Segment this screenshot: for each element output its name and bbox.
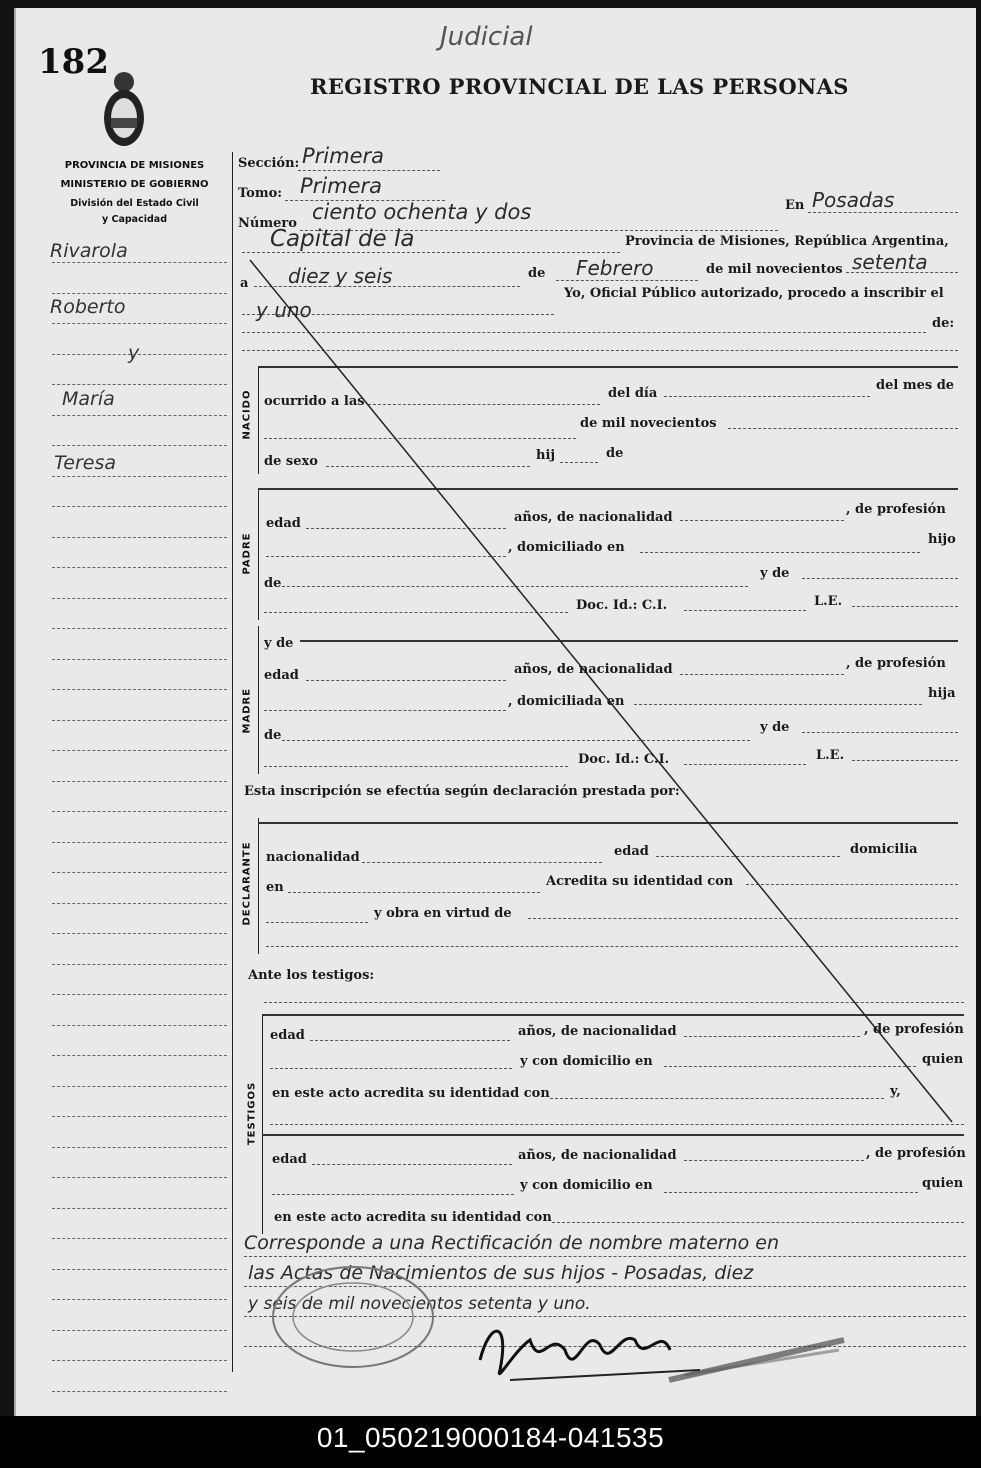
testigo2-edad-label: edad: [272, 1152, 307, 1167]
a-label: a: [240, 276, 249, 291]
padre-edad-label: edad: [266, 516, 301, 531]
note-line-1: [244, 1256, 966, 1257]
seccion-value: Primera: [302, 144, 385, 168]
testigo2-top-rule: [262, 1134, 964, 1136]
seccion-label: Sección:: [238, 156, 300, 171]
margin-ruled-line: [52, 354, 227, 355]
margin-ruled-line: [52, 1055, 227, 1056]
top-annotation: Judicial: [440, 22, 533, 52]
margin-name-first: Roberto: [50, 296, 126, 318]
note-line-text-2: las Actas de Nacimientos de sus hijos - Posadas, diez: [248, 1262, 754, 1284]
padre-domiciliado-label: , domiciliado en: [508, 540, 625, 555]
declaracion-text: Esta inscripción se efectúa según declaración prestada por:: [244, 784, 680, 799]
margin-ruled-line: [52, 598, 227, 599]
margin-ruled-line: [52, 262, 227, 263]
margin-ruled-line: [52, 293, 227, 294]
padre-profesion-label: , de profesión: [846, 502, 946, 517]
numero-label: Número: [238, 216, 297, 231]
margin-ruled-line: [52, 659, 227, 660]
declarante-section-label: DECLARANTE: [241, 841, 253, 926]
margin-ruled-line: [52, 1147, 227, 1148]
madre-de-label: de: [264, 728, 282, 743]
mil-novecientos-label: de mil novecientos: [706, 262, 843, 277]
nacido-section-label: NACIDO: [241, 389, 253, 440]
testigo1-edad-label: edad: [270, 1028, 305, 1043]
margin-ruled-line: [52, 781, 227, 782]
padre-le-label: L.E.: [814, 594, 843, 609]
en-label: En: [785, 198, 805, 213]
margin-ruled-line: [52, 872, 227, 873]
declarante-edad-label: edad: [614, 844, 649, 859]
testigo2-nacionalidad-line: [684, 1160, 864, 1161]
province-label: PROVINCIA DE MISIONES: [64, 160, 205, 171]
hij-label: hij: [536, 448, 556, 463]
margin-ruled-line: [52, 384, 227, 385]
madre-profesion-label: , de profesión: [846, 656, 946, 671]
margin-name-surname: Rivarola: [50, 240, 128, 262]
testigo2-acredita-line: [552, 1222, 964, 1223]
margin-ruled-line: [52, 1330, 227, 1331]
madre-doc-label: Doc. Id.: C.I.: [578, 752, 670, 767]
anio2-value: y uno: [256, 298, 312, 322]
declarante-nacionalidad-label: nacionalidad: [266, 850, 360, 865]
padre-de-label: de: [264, 576, 282, 591]
capital-value: Capital de la: [270, 226, 415, 252]
provincia-label: Provincia de Misiones, República Argentina,: [625, 234, 949, 249]
division-label-2: y Capacidad: [102, 214, 167, 225]
seccion-line: [298, 170, 440, 171]
declarante-acredita-label: Acredita su identidad con: [546, 874, 734, 889]
margin-ruled-line: [52, 994, 227, 995]
testigos-section-label: TESTIGOS: [246, 1081, 258, 1146]
margin-ruled-line: [52, 628, 227, 629]
padre-doc-label: Doc. Id.: C.I.: [576, 598, 668, 613]
del-dia-label: del día: [608, 386, 658, 401]
margin-ruled-line: [52, 1299, 227, 1300]
diagonal-cancel-line: [240, 250, 960, 1130]
margin-ruled-line: [52, 1391, 227, 1392]
mil-nov-label: de mil novecientos: [580, 416, 717, 431]
official-stamp: [268, 1262, 438, 1372]
margin-ruled-line: [52, 537, 227, 538]
margin-ruled-line: [52, 750, 227, 751]
margin-ruled-line: [52, 1086, 227, 1087]
tomo-value: Primera: [300, 174, 383, 198]
padre-hijo-label: hijo: [928, 532, 956, 547]
numero-value: ciento ochenta y dos: [312, 200, 532, 224]
margin-ruled-line: [52, 964, 227, 965]
madre-le-label: L.E.: [816, 748, 845, 763]
margin-ruled-line: [52, 1177, 227, 1178]
margin-ruled-line: [52, 903, 227, 904]
margin-ruled-line: [52, 415, 227, 416]
madre-domiciliada-label: , domiciliada en: [508, 694, 625, 709]
en-line: [808, 212, 958, 213]
testigo2-profesion-line: [272, 1194, 514, 1195]
margin-name-conjunction: y: [128, 342, 140, 364]
testigo2-domicilio-line: [664, 1192, 918, 1193]
margin-name-second-middle: Teresa: [54, 452, 116, 474]
declarante-en-label: en: [266, 880, 284, 895]
del-mes-label: del mes de: [876, 378, 955, 393]
anio-value: setenta: [852, 250, 928, 274]
sexo-label: de sexo: [264, 454, 318, 469]
nacido-de-label: de: [606, 446, 624, 461]
smudged-stamp: [664, 1330, 854, 1390]
testigo1-y-label: y,: [890, 1084, 901, 1099]
testigo1-domicilio-label: y con domicilio en: [520, 1054, 653, 1069]
madre-y-de-label: y de: [760, 720, 790, 735]
testigo2-profesion-label: , de profesión: [866, 1146, 966, 1161]
margin-ruled-line: [52, 720, 227, 721]
note-line-text-1: Corresponde a una Rectificación de nombre materno en: [244, 1232, 780, 1254]
margin-ruled-line: [52, 1360, 227, 1361]
margin-ruled-line: [52, 476, 227, 477]
margin-ruled-line: [52, 1025, 227, 1026]
oficial-label: Yo, Oficial Público autorizado, procedo a inscribir el: [564, 286, 944, 301]
mes-value: Febrero: [576, 256, 654, 280]
padre-y-de-label: y de: [760, 566, 790, 581]
de-label: de: [528, 266, 546, 281]
margin-ruled-line: [52, 1208, 227, 1209]
ministry-label: MINISTERIO DE GOBIERNO: [60, 179, 209, 190]
testigo2-nacionalidad-label: años, de nacionalidad: [518, 1148, 677, 1163]
testigo2-edad-line: [312, 1164, 512, 1165]
margin-ruled-line: [52, 1116, 227, 1117]
madre-y-de-top-label: y de: [264, 636, 294, 651]
image-identifier: 01_050219000184-041535: [316, 1422, 665, 1453]
testigo1-acredita-label: en este acto acredita su identidad con: [272, 1086, 550, 1101]
coat-of-arms-emblem: [100, 70, 148, 152]
page-number: 182: [38, 42, 109, 82]
margin-ruled-line: [52, 811, 227, 812]
margin-ruled-line: [52, 567, 227, 568]
margin-ruled-line: [52, 506, 227, 507]
padre-section-label: PADRE: [241, 532, 253, 575]
division-label: División del Estado Civil: [70, 198, 199, 209]
page-title: REGISTRO PROVINCIAL DE LAS PERSONAS: [310, 74, 849, 99]
margin-ruled-line: [52, 689, 227, 690]
testigos-title: Ante los testigos:: [248, 968, 375, 983]
ocurrido-label: ocurrido a las: [264, 394, 365, 409]
en-value: Posadas: [812, 188, 895, 212]
dia-value: diez y seis: [288, 264, 393, 288]
declarante-domicilia-label: domicilia: [850, 842, 918, 857]
testigo2-domicilio-label: y con domicilio en: [520, 1178, 653, 1193]
margin-ruled-line: [52, 933, 227, 934]
testigo1-nacionalidad-label: años, de nacionalidad: [518, 1024, 677, 1039]
margin-name-second-first: María: [62, 388, 115, 410]
form-left-rule: [232, 152, 233, 1372]
padre-nacionalidad-label: años, de nacionalidad: [514, 510, 673, 525]
note-line-text-3: y seis de mil novecientos setenta y uno.: [248, 1294, 591, 1314]
de-colon-label: de:: [932, 316, 955, 331]
madre-section-label: MADRE: [241, 687, 253, 734]
margin-ruled-line: [52, 1238, 227, 1239]
margin-ruled-line: [52, 1269, 227, 1270]
madre-nacionalidad-label: años, de nacionalidad: [514, 662, 673, 677]
madre-hija-label: hija: [928, 686, 956, 701]
testigo2-acredita-label: en este acto acredita su identidad con: [274, 1210, 552, 1225]
testigo1-quien-label: quien: [922, 1052, 964, 1067]
margin-ruled-line: [52, 445, 227, 446]
margin-ruled-line: [52, 842, 227, 843]
margin-ruled-line: [52, 323, 227, 324]
tomo-label: Tomo:: [238, 186, 283, 201]
testigo2-quien-label: quien: [922, 1176, 964, 1191]
testigo1-profesion-label: , de profesión: [864, 1022, 964, 1037]
declarante-obra-label: y obra en virtud de: [374, 906, 512, 921]
madre-edad-label: edad: [264, 668, 299, 683]
